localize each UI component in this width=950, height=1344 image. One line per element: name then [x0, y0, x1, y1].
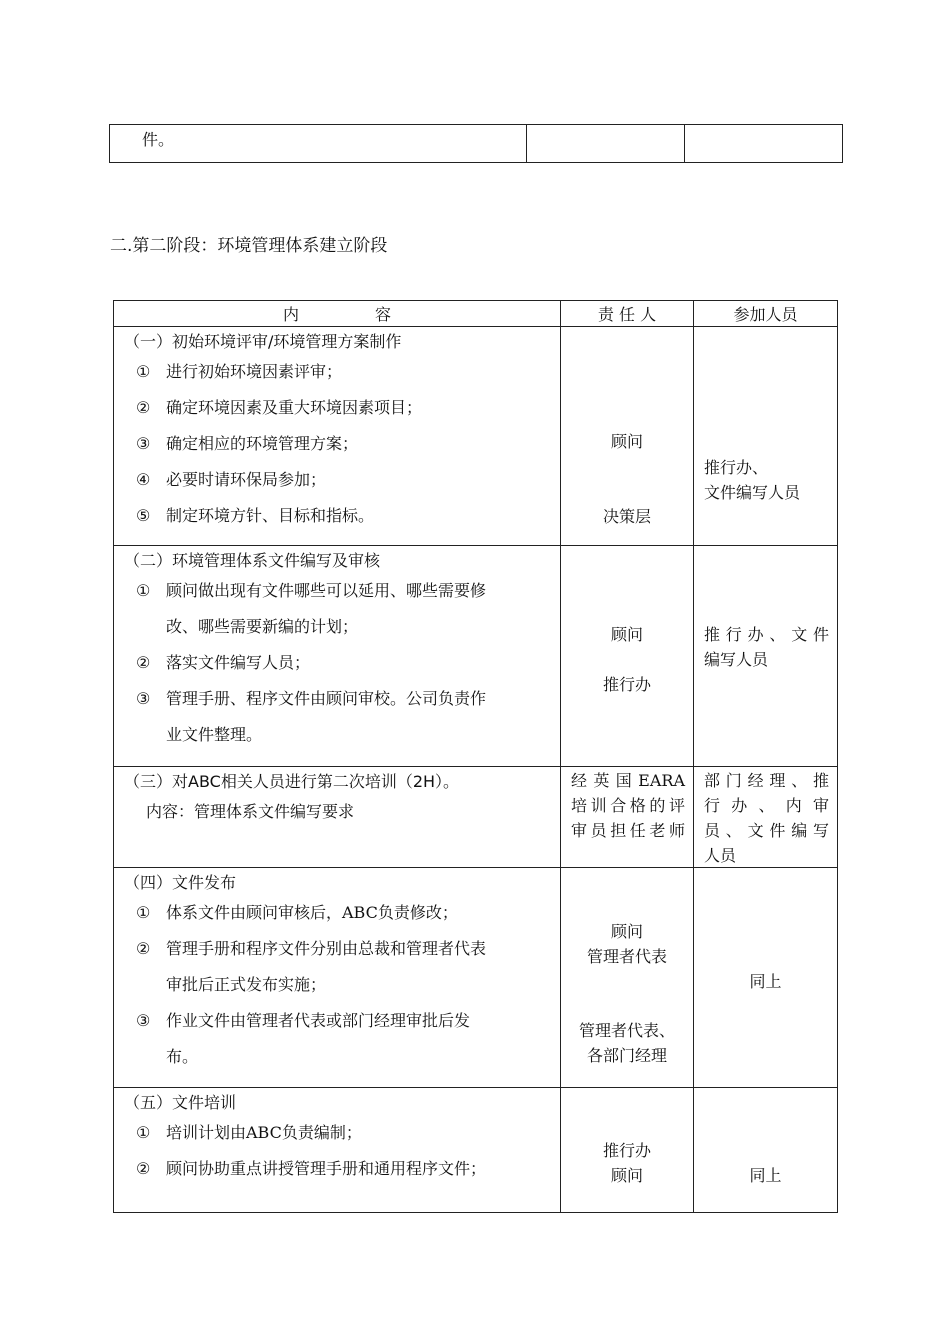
responsible-text: 决策层: [602, 507, 651, 526]
responsible-text: 管理者代表: [586, 947, 667, 966]
list-item: ② 管理手册和程序文件分别由总裁和管理者代表: [136, 939, 487, 958]
participants-text: 行办、内审: [704, 796, 829, 815]
participants-cell: [694, 868, 838, 1088]
table-row: [114, 767, 838, 868]
row-title: （五）文件培训: [124, 1093, 237, 1112]
participants-text: 人员: [704, 846, 737, 865]
participants-cell: [694, 327, 838, 546]
responsible-cell: [561, 868, 694, 1088]
row-subtext: 内容：管理体系文件编写要求: [146, 802, 355, 821]
responsible-text: 各部门经理: [586, 1046, 667, 1065]
list-item: ④ 必要时请环保局参加；: [136, 470, 327, 489]
table-row: [114, 327, 838, 546]
responsible-cell: [561, 327, 694, 546]
responsible-text: 顾问: [610, 432, 643, 451]
responsible-text: 顾问: [610, 1166, 643, 1185]
responsible-text: 顾问: [610, 625, 643, 644]
responsible-text: 管理者代表、: [578, 1021, 675, 1040]
participants-text: 推行办、文件: [704, 625, 829, 644]
list-item: ② 确定环境因素及重大环境因素项目；: [136, 398, 423, 417]
header-content: 内 容: [114, 301, 561, 327]
list-item: ② 顾问协助重点讲授管理手册和通用程序文件；: [136, 1159, 487, 1178]
participants-text: 编写人员: [704, 650, 769, 669]
content-cell: [114, 868, 561, 1088]
table-row: [114, 1088, 838, 1213]
content-cell: [110, 125, 527, 163]
responsible-text: 培训合格的评: [571, 796, 685, 815]
participants-cell: [685, 125, 843, 163]
list-item: ① 体系文件由顾问审核后，ABC负责修改；: [136, 903, 458, 922]
content-cell: [114, 767, 561, 868]
participants-text: 文件编写人员: [704, 483, 801, 502]
list-item: ② 落实文件编写人员；: [136, 653, 311, 672]
section-title: 二.第二阶段：环境管理体系建立阶段: [110, 236, 388, 256]
responsible-cell: [561, 1088, 694, 1213]
continuation-text: 件。: [142, 130, 175, 149]
row-title: （三）对ABC相关人员进行第二次培训（2H）。: [124, 772, 460, 791]
participants-text: 同上: [749, 972, 782, 991]
responsible-cell: [527, 125, 685, 163]
content-cell: [114, 1088, 561, 1213]
table-row: [110, 125, 843, 163]
list-item: ① 顾问做出现有文件哪些可以延用、哪些需要修: [136, 581, 487, 600]
table-row: [114, 868, 838, 1088]
list-item: ③ 确定相应的环境管理方案；: [136, 434, 359, 453]
participants-text: 推行办、: [704, 458, 769, 477]
content-cell: [114, 327, 561, 546]
content-cell: [114, 546, 561, 767]
participants-text: 同上: [749, 1166, 782, 1185]
table-row: [114, 546, 838, 767]
responsible-cell: [561, 546, 694, 767]
header-participants: 参加人员: [694, 301, 838, 327]
list-item: ③ 管理手册、程序文件由顾问审校。公司负责作: [136, 689, 487, 708]
responsible-text: 顾问: [610, 922, 643, 941]
list-item: ⑤ 制定环境方针、目标和指标。: [136, 506, 375, 525]
responsible-text: 推行办: [602, 675, 651, 694]
continuation-table: [109, 124, 843, 163]
list-item: ③ 作业文件由管理者代表或部门经理审批后发: [136, 1011, 471, 1030]
responsible-cell: [561, 767, 694, 868]
participants-cell: [694, 1088, 838, 1213]
list-item-continuation: 审批后正式发布实施；: [166, 975, 327, 994]
responsible-text: 推行办: [602, 1141, 651, 1160]
row-title: （四）文件发布: [124, 873, 237, 892]
responsible-text: 经英国EARA: [571, 771, 685, 790]
list-item-continuation: 布。: [166, 1047, 199, 1066]
row-title: （二）环境管理体系文件编写及审核: [124, 551, 381, 570]
list-item-continuation: 业文件整理。: [166, 725, 263, 744]
participants-text: 员、文件编写: [704, 821, 829, 840]
responsible-text: 审员担任老师: [571, 821, 685, 840]
participants-cell: [694, 546, 838, 767]
list-item: ① 培训计划由ABC负责编制；: [136, 1123, 362, 1142]
participants-cell: [694, 767, 838, 868]
participants-text: 部门经理、推: [704, 771, 829, 790]
list-item: ① 进行初始环境因素评审；: [136, 362, 343, 381]
row-title: （一）初始环境评审/环境管理方案制作: [124, 332, 402, 351]
stage-two-table: [113, 300, 838, 1213]
table-header-row: [114, 301, 838, 327]
list-item-continuation: 改、哪些需要新编的计划；: [166, 617, 359, 636]
header-responsible: 责 任 人: [561, 301, 694, 327]
